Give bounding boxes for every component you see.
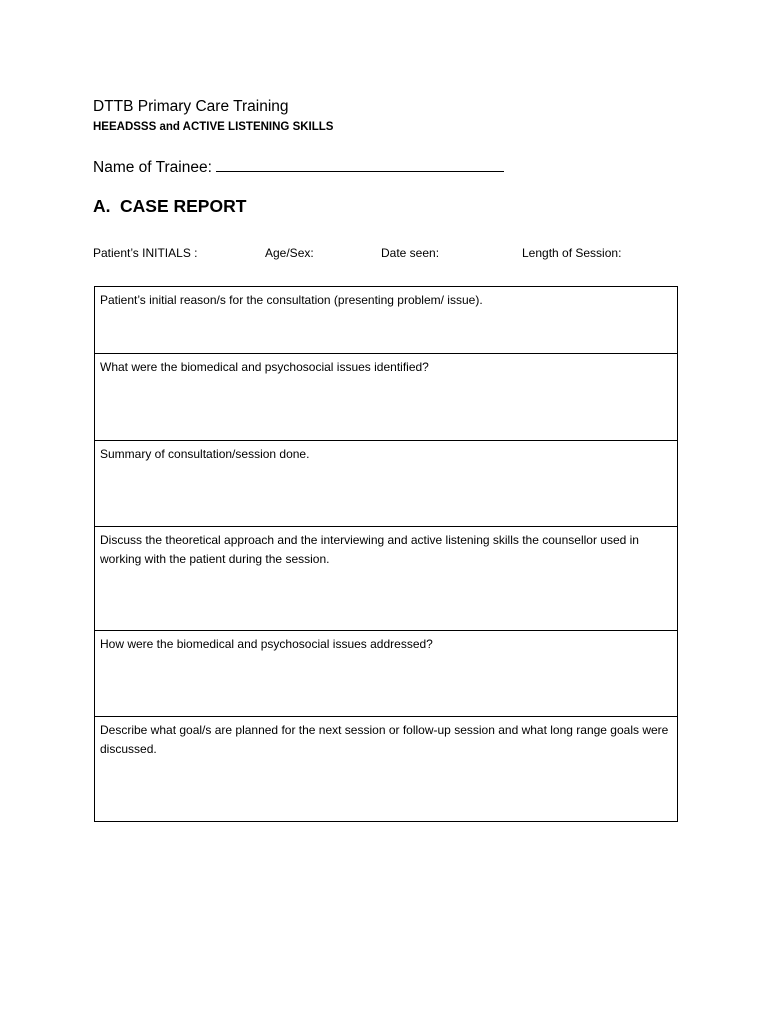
date-seen-label: Date seen: xyxy=(381,246,440,260)
trainee-name-label: Name of Trainee: xyxy=(93,159,212,176)
report-cell-issues-addressed[interactable]: How were the biomedical and psychosocial issues addressed? xyxy=(95,631,678,717)
document-title: DTTB Primary Care Training xyxy=(93,98,289,115)
section-title: CASE REPORT xyxy=(120,196,247,216)
section-heading xyxy=(93,196,246,217)
table-row xyxy=(95,441,678,527)
case-report-table xyxy=(94,286,678,822)
patient-details-row xyxy=(0,246,768,262)
section-number: A. xyxy=(93,196,111,216)
session-length-label: Length of Session: xyxy=(522,246,622,260)
report-cell-theoretical-approach[interactable]: Discuss the theoretical approach and the interviewing and active listening skills the counsellor used in working with the patient during the session. xyxy=(95,527,678,631)
report-cell-session-summary[interactable]: Summary of consultation/session done. xyxy=(95,441,678,527)
age-sex-label: Age/Sex: xyxy=(265,246,314,260)
patient-initials-label: Patient’s INITIALS : xyxy=(93,246,198,260)
table-row xyxy=(95,287,678,354)
report-cell-presenting-problem[interactable]: Patient’s initial reason/s for the consultation (presenting problem/ issue). xyxy=(95,287,678,354)
table-row xyxy=(95,527,678,631)
report-cell-issues-identified[interactable]: What were the biomedical and psychosocial issues identified? xyxy=(95,354,678,441)
table-row xyxy=(95,631,678,717)
trainee-name-line xyxy=(93,155,504,177)
document-subtitle: HEEADSSS and ACTIVE LISTENING SKILLS xyxy=(93,121,334,133)
report-cell-goals-planned[interactable]: Describe what goal/s are planned for the next session or follow-up session and what long range goals were discussed. xyxy=(95,717,678,822)
trainee-name-blank[interactable] xyxy=(216,155,504,172)
table-row xyxy=(95,354,678,441)
table-row xyxy=(95,717,678,822)
